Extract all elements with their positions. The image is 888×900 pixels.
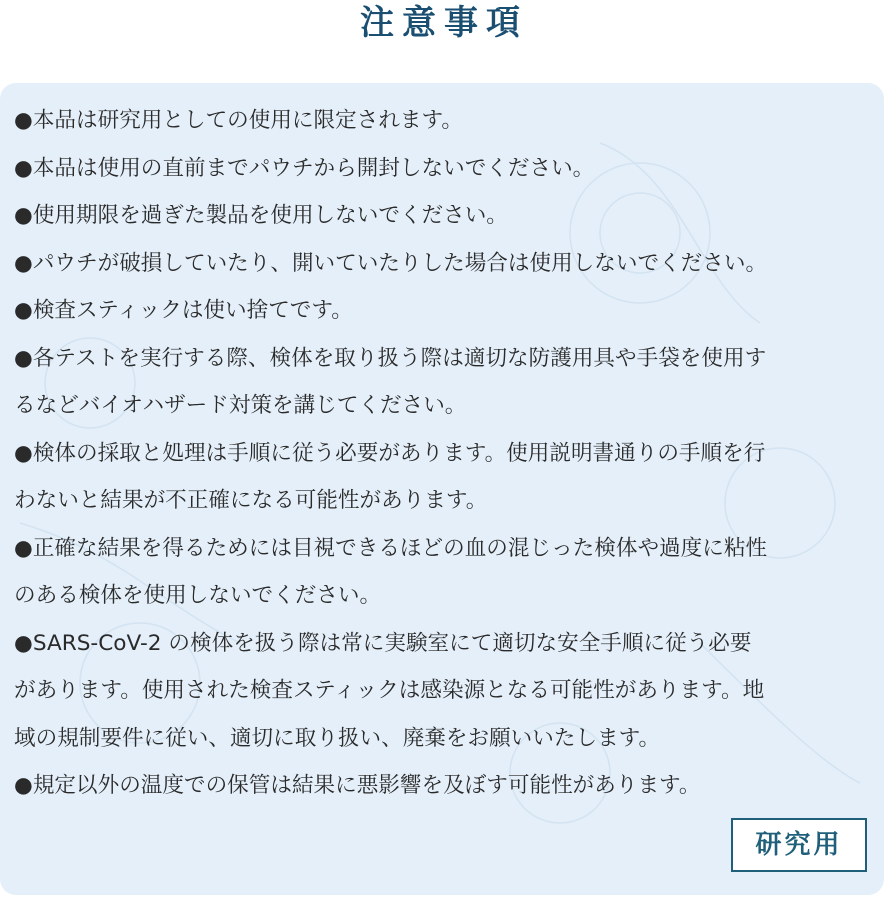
note-item: ●規定以外の温度での保管は結果に悪影響を及ぼす可能性があります。 bbox=[14, 773, 701, 798]
page-title: 注意事項 bbox=[360, 3, 528, 43]
notes-panel bbox=[0, 83, 884, 895]
note-item: ●本品は研究用としての使用に限定されます。 bbox=[14, 108, 463, 133]
note-item: ●各テストを実行する際、検体を取り扱う際は適切な防護用具や手袋を使用す るなどバイオハザード対策を講じてください。 bbox=[14, 345, 767, 418]
note-item: ●SARS-CoV-2 の検体を扱う際は常に実験室にて適切な安全手順に従う必要 があります。使用された検査スティックは感染源となる可能性があります。地 域の規制要件に従い、適切に取り扱い、廃棄をお願いいたします。 bbox=[14, 630, 765, 751]
research-use-stamp: 研究用 bbox=[731, 818, 867, 872]
note-item: ●検査スティックは使い捨てです。 bbox=[14, 298, 353, 323]
note-item: ●本品は使用の直前までパウチから開封しないでください。 bbox=[14, 155, 595, 181]
note-item: ●パウチが破損していたり、開いていたりした場合は使用しないでください。 bbox=[14, 250, 768, 276]
notes-list bbox=[14, 97, 874, 810]
note-item: ●正確な結果を得るためには目視できるほどの血の混じった検体や過度に粘性 のある検体を使用しないでください。 bbox=[14, 535, 768, 608]
note-item: ●使用期限を過ぎた製品を使用しないでください。 bbox=[14, 203, 508, 228]
note-item: ●検体の採取と処理は手順に従う必要があります。使用説明書通りの手順を行 わないと結果が不正確になる可能性があります。 bbox=[14, 440, 766, 513]
